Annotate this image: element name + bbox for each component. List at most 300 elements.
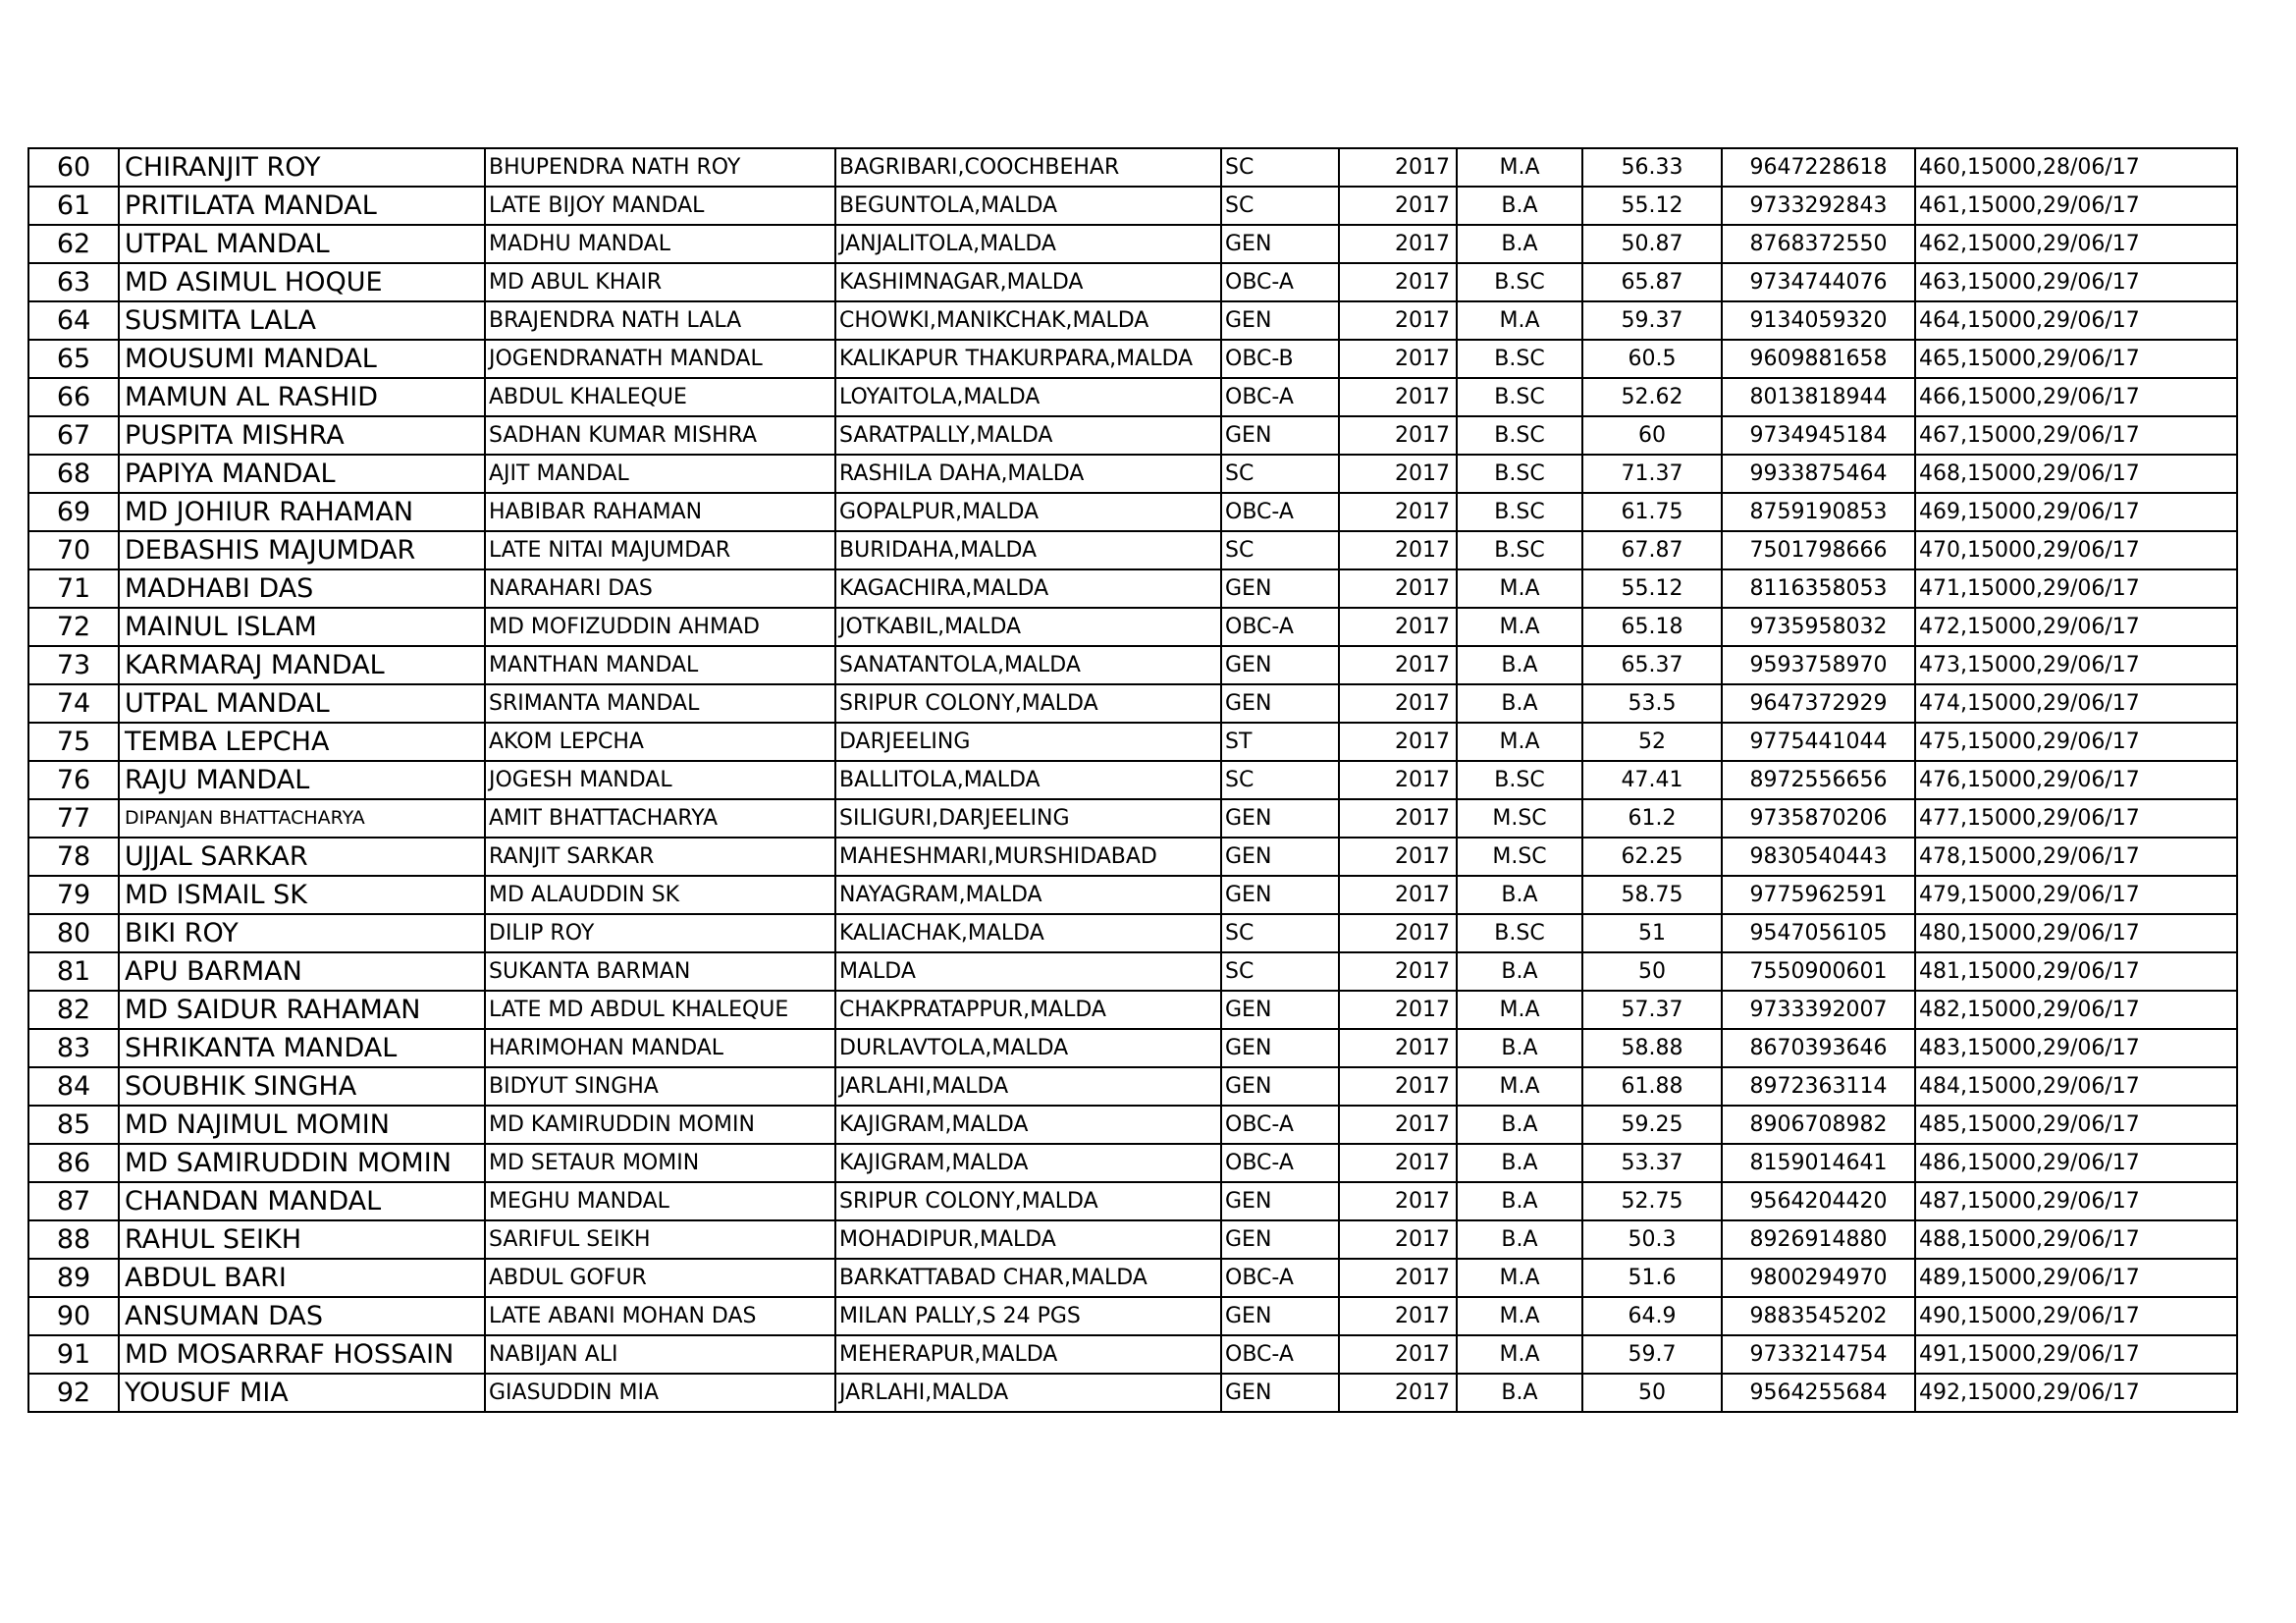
qualification-cell: B.SC (1457, 416, 1582, 455)
fee-receipt-cell: 469,15000,29/06/17 (1915, 493, 2237, 531)
table-row (28, 646, 2237, 684)
phone-number-cell: 9830540443 (1722, 838, 1915, 876)
address-cell: SARATPALLY,MALDA (835, 416, 1221, 455)
fee-receipt-cell: 490,15000,29/06/17 (1915, 1297, 2237, 1335)
year-cell: 2017 (1339, 301, 1457, 340)
address-cell: JARLAHI,MALDA (835, 1067, 1221, 1106)
qualification-cell: B.SC (1457, 531, 1582, 569)
qualification-cell: M.A (1457, 723, 1582, 761)
address-cell: BEGUNTOLA,MALDA (835, 187, 1221, 225)
serial-number-cell: 81 (28, 952, 119, 991)
phone-number-cell: 9800294970 (1722, 1259, 1915, 1297)
category-cell: SC (1221, 531, 1339, 569)
serial-number-cell: 87 (28, 1182, 119, 1220)
marks-cell: 62.25 (1582, 838, 1722, 876)
year-cell: 2017 (1339, 531, 1457, 569)
table-row (28, 225, 2237, 263)
marks-cell: 59.37 (1582, 301, 1722, 340)
year-cell: 2017 (1339, 378, 1457, 416)
address-cell: CHOWKI,MANIKCHAK,MALDA (835, 301, 1221, 340)
phone-number-cell: 9733292843 (1722, 187, 1915, 225)
marks-cell: 59.25 (1582, 1106, 1722, 1144)
category-cell: GEN (1221, 1182, 1339, 1220)
father-name-cell: MD MOFIZUDDIN AHMAD (485, 608, 835, 646)
serial-number-cell: 62 (28, 225, 119, 263)
candidate-name-cell: RAHUL SEIKH (119, 1220, 485, 1259)
marks-cell: 57.37 (1582, 991, 1722, 1029)
marks-cell: 50.87 (1582, 225, 1722, 263)
marks-cell: 51 (1582, 914, 1722, 952)
marks-cell: 50 (1582, 1374, 1722, 1412)
candidate-name-cell: MADHABI DAS (119, 569, 485, 608)
marks-cell: 67.87 (1582, 531, 1722, 569)
serial-number-cell: 76 (28, 761, 119, 799)
year-cell: 2017 (1339, 1029, 1457, 1067)
candidate-name-cell: MD ASIMUL HOQUE (119, 263, 485, 301)
fee-receipt-cell: 478,15000,29/06/17 (1915, 838, 2237, 876)
table-row (28, 838, 2237, 876)
year-cell: 2017 (1339, 876, 1457, 914)
fee-receipt-cell: 467,15000,29/06/17 (1915, 416, 2237, 455)
table-row (28, 684, 2237, 723)
qualification-cell: B.A (1457, 1029, 1582, 1067)
category-cell: GEN (1221, 646, 1339, 684)
marks-cell: 61.88 (1582, 1067, 1722, 1106)
qualification-cell: B.A (1457, 684, 1582, 723)
fee-receipt-cell: 480,15000,29/06/17 (1915, 914, 2237, 952)
table-row (28, 1297, 2237, 1335)
qualification-cell: M.SC (1457, 799, 1582, 838)
year-cell: 2017 (1339, 723, 1457, 761)
table-row (28, 187, 2237, 225)
phone-number-cell: 9735870206 (1722, 799, 1915, 838)
year-cell: 2017 (1339, 991, 1457, 1029)
table-row (28, 952, 2237, 991)
serial-number-cell: 74 (28, 684, 119, 723)
phone-number-cell: 8906708982 (1722, 1106, 1915, 1144)
marks-cell: 71.37 (1582, 455, 1722, 493)
father-name-cell: MD SETAUR MOMIN (485, 1144, 835, 1182)
table-row (28, 416, 2237, 455)
fee-receipt-cell: 461,15000,29/06/17 (1915, 187, 2237, 225)
fee-receipt-cell: 471,15000,29/06/17 (1915, 569, 2237, 608)
father-name-cell: DILIP ROY (485, 914, 835, 952)
table-row (28, 914, 2237, 952)
address-cell: LOYAITOLA,MALDA (835, 378, 1221, 416)
phone-number-cell: 8768372550 (1722, 225, 1915, 263)
address-cell: MALDA (835, 952, 1221, 991)
category-cell: GEN (1221, 1067, 1339, 1106)
serial-number-cell: 83 (28, 1029, 119, 1067)
marks-cell: 50.3 (1582, 1220, 1722, 1259)
father-name-cell: NABIJAN ALI (485, 1335, 835, 1374)
year-cell: 2017 (1339, 493, 1457, 531)
address-cell: KASHIMNAGAR,MALDA (835, 263, 1221, 301)
year-cell: 2017 (1339, 646, 1457, 684)
fee-receipt-cell: 470,15000,29/06/17 (1915, 531, 2237, 569)
serial-number-cell: 86 (28, 1144, 119, 1182)
table-row (28, 876, 2237, 914)
qualification-cell: B.SC (1457, 914, 1582, 952)
category-cell: OBC-A (1221, 493, 1339, 531)
candidate-name-cell: PRITILATA MANDAL (119, 187, 485, 225)
address-cell: RASHILA DAHA,MALDA (835, 455, 1221, 493)
category-cell: OBC-B (1221, 340, 1339, 378)
father-name-cell: BRAJENDRA NATH LALA (485, 301, 835, 340)
candidate-name-cell: MD NAJIMUL MOMIN (119, 1106, 485, 1144)
phone-number-cell: 9609881658 (1722, 340, 1915, 378)
candidate-name-cell: CHANDAN MANDAL (119, 1182, 485, 1220)
year-cell: 2017 (1339, 1374, 1457, 1412)
address-cell: KAJIGRAM,MALDA (835, 1106, 1221, 1144)
year-cell: 2017 (1339, 684, 1457, 723)
table-row (28, 378, 2237, 416)
address-cell: MAHESHMARI,MURSHIDABAD (835, 838, 1221, 876)
serial-number-cell: 65 (28, 340, 119, 378)
fee-receipt-cell: 488,15000,29/06/17 (1915, 1220, 2237, 1259)
serial-number-cell: 79 (28, 876, 119, 914)
qualification-cell: M.A (1457, 1297, 1582, 1335)
phone-number-cell: 9547056105 (1722, 914, 1915, 952)
qualification-cell: B.SC (1457, 340, 1582, 378)
qualification-cell: B.A (1457, 1182, 1582, 1220)
marks-cell: 52.62 (1582, 378, 1722, 416)
candidate-name-cell: SOUBHIK SINGHA (119, 1067, 485, 1106)
marks-cell: 60.5 (1582, 340, 1722, 378)
serial-number-cell: 84 (28, 1067, 119, 1106)
table-row (28, 148, 2237, 187)
serial-number-cell: 66 (28, 378, 119, 416)
address-cell: JOTKABIL,MALDA (835, 608, 1221, 646)
year-cell: 2017 (1339, 225, 1457, 263)
category-cell: SC (1221, 761, 1339, 799)
phone-number-cell: 9734945184 (1722, 416, 1915, 455)
year-cell: 2017 (1339, 761, 1457, 799)
marks-cell: 56.33 (1582, 148, 1722, 187)
father-name-cell: NARAHARI DAS (485, 569, 835, 608)
category-cell: OBC-A (1221, 1259, 1339, 1297)
fee-receipt-cell: 460,15000,28/06/17 (1915, 148, 2237, 187)
father-name-cell: HABIBAR RAHAMAN (485, 493, 835, 531)
qualification-cell: M.A (1457, 1067, 1582, 1106)
qualification-cell: M.A (1457, 1259, 1582, 1297)
candidate-name-cell: MD SAMIRUDDIN MOMIN (119, 1144, 485, 1182)
father-name-cell: LATE BIJOY MANDAL (485, 187, 835, 225)
category-cell: GEN (1221, 225, 1339, 263)
table-row (28, 608, 2237, 646)
category-cell: GEN (1221, 1297, 1339, 1335)
table-row (28, 263, 2237, 301)
address-cell: MEHERAPUR,MALDA (835, 1335, 1221, 1374)
serial-number-cell: 82 (28, 991, 119, 1029)
fee-receipt-cell: 473,15000,29/06/17 (1915, 646, 2237, 684)
candidate-name-cell: MD JOHIUR RAHAMAN (119, 493, 485, 531)
marks-cell: 55.12 (1582, 187, 1722, 225)
qualification-cell: M.A (1457, 569, 1582, 608)
address-cell: SANATANTOLA,MALDA (835, 646, 1221, 684)
table-row (28, 1259, 2237, 1297)
table-row (28, 340, 2237, 378)
category-cell: GEN (1221, 301, 1339, 340)
candidate-name-cell: SUSMITA LALA (119, 301, 485, 340)
qualification-cell: B.SC (1457, 455, 1582, 493)
serial-number-cell: 63 (28, 263, 119, 301)
fee-receipt-cell: 492,15000,29/06/17 (1915, 1374, 2237, 1412)
serial-number-cell: 70 (28, 531, 119, 569)
phone-number-cell: 9647228618 (1722, 148, 1915, 187)
phone-number-cell: 8670393646 (1722, 1029, 1915, 1067)
category-cell: OBC-A (1221, 1335, 1339, 1374)
table-row (28, 723, 2237, 761)
address-cell: DARJEELING (835, 723, 1221, 761)
fee-receipt-cell: 487,15000,29/06/17 (1915, 1182, 2237, 1220)
qualification-cell: B.SC (1457, 378, 1582, 416)
serial-number-cell: 89 (28, 1259, 119, 1297)
year-cell: 2017 (1339, 340, 1457, 378)
qualification-cell: B.A (1457, 1144, 1582, 1182)
father-name-cell: SARIFUL SEIKH (485, 1220, 835, 1259)
address-cell: DURLAVTOLA,MALDA (835, 1029, 1221, 1067)
category-cell: SC (1221, 914, 1339, 952)
serial-number-cell: 75 (28, 723, 119, 761)
phone-number-cell: 9593758970 (1722, 646, 1915, 684)
category-cell: OBC-A (1221, 608, 1339, 646)
father-name-cell: MD ALAUDDIN SK (485, 876, 835, 914)
year-cell: 2017 (1339, 1335, 1457, 1374)
year-cell: 2017 (1339, 799, 1457, 838)
qualification-cell: B.SC (1457, 761, 1582, 799)
year-cell: 2017 (1339, 1144, 1457, 1182)
address-cell: CHAKPRATAPPUR,MALDA (835, 991, 1221, 1029)
phone-number-cell: 8759190853 (1722, 493, 1915, 531)
father-name-cell: JOGESH MANDAL (485, 761, 835, 799)
father-name-cell: GIASUDDIN MIA (485, 1374, 835, 1412)
fee-receipt-cell: 489,15000,29/06/17 (1915, 1259, 2237, 1297)
serial-number-cell: 71 (28, 569, 119, 608)
category-cell: GEN (1221, 991, 1339, 1029)
fee-receipt-cell: 472,15000,29/06/17 (1915, 608, 2237, 646)
serial-number-cell: 64 (28, 301, 119, 340)
candidate-name-cell: APU BARMAN (119, 952, 485, 991)
category-cell: SC (1221, 455, 1339, 493)
table-row (28, 1220, 2237, 1259)
phone-number-cell: 8972556656 (1722, 761, 1915, 799)
father-name-cell: MADHU MANDAL (485, 225, 835, 263)
father-name-cell: MD ABUL KHAIR (485, 263, 835, 301)
category-cell: GEN (1221, 1029, 1339, 1067)
father-name-cell: MD KAMIRUDDIN MOMIN (485, 1106, 835, 1144)
qualification-cell: B.A (1457, 187, 1582, 225)
father-name-cell: LATE ABANI MOHAN DAS (485, 1297, 835, 1335)
category-cell: GEN (1221, 838, 1339, 876)
address-cell: BALLITOLA,MALDA (835, 761, 1221, 799)
table-row (28, 455, 2237, 493)
phone-number-cell: 8116358053 (1722, 569, 1915, 608)
year-cell: 2017 (1339, 952, 1457, 991)
table-row (28, 301, 2237, 340)
category-cell: OBC-A (1221, 263, 1339, 301)
address-cell: KALIACHAK,MALDA (835, 914, 1221, 952)
candidate-table (27, 147, 2238, 1413)
marks-cell: 53.5 (1582, 684, 1722, 723)
address-cell: KAGACHIRA,MALDA (835, 569, 1221, 608)
phone-number-cell: 9933875464 (1722, 455, 1915, 493)
candidate-name-cell: MD SAIDUR RAHAMAN (119, 991, 485, 1029)
marks-cell: 65.87 (1582, 263, 1722, 301)
phone-number-cell: 9775441044 (1722, 723, 1915, 761)
fee-receipt-cell: 468,15000,29/06/17 (1915, 455, 2237, 493)
father-name-cell: SRIMANTA MANDAL (485, 684, 835, 723)
marks-cell: 60 (1582, 416, 1722, 455)
category-cell: OBC-A (1221, 378, 1339, 416)
category-cell: ST (1221, 723, 1339, 761)
year-cell: 2017 (1339, 263, 1457, 301)
marks-cell: 55.12 (1582, 569, 1722, 608)
fee-receipt-cell: 466,15000,29/06/17 (1915, 378, 2237, 416)
qualification-cell: B.A (1457, 646, 1582, 684)
year-cell: 2017 (1339, 608, 1457, 646)
candidate-name-cell: UJJAL SARKAR (119, 838, 485, 876)
father-name-cell: LATE NITAI MAJUMDAR (485, 531, 835, 569)
fee-receipt-cell: 462,15000,29/06/17 (1915, 225, 2237, 263)
fee-receipt-cell: 477,15000,29/06/17 (1915, 799, 2237, 838)
address-cell: KAJIGRAM,MALDA (835, 1144, 1221, 1182)
fee-receipt-cell: 464,15000,29/06/17 (1915, 301, 2237, 340)
qualification-cell: M.SC (1457, 838, 1582, 876)
serial-number-cell: 60 (28, 148, 119, 187)
serial-number-cell: 90 (28, 1297, 119, 1335)
fee-receipt-cell: 479,15000,29/06/17 (1915, 876, 2237, 914)
category-cell: SC (1221, 148, 1339, 187)
category-cell: GEN (1221, 1374, 1339, 1412)
category-cell: GEN (1221, 684, 1339, 723)
year-cell: 2017 (1339, 416, 1457, 455)
table-row (28, 1029, 2237, 1067)
address-cell: BARKATTABAD CHAR,MALDA (835, 1259, 1221, 1297)
qualification-cell: B.SC (1457, 493, 1582, 531)
candidate-name-cell: ANSUMAN DAS (119, 1297, 485, 1335)
phone-number-cell: 8159014641 (1722, 1144, 1915, 1182)
table-row (28, 1182, 2237, 1220)
year-cell: 2017 (1339, 455, 1457, 493)
qualification-cell: M.A (1457, 1335, 1582, 1374)
table-row (28, 493, 2237, 531)
father-name-cell: MANTHAN MANDAL (485, 646, 835, 684)
phone-number-cell: 7501798666 (1722, 531, 1915, 569)
address-cell: GOPALPUR,MALDA (835, 493, 1221, 531)
father-name-cell: MEGHU MANDAL (485, 1182, 835, 1220)
phone-number-cell: 9883545202 (1722, 1297, 1915, 1335)
table-row (28, 1335, 2237, 1374)
table-row (28, 1374, 2237, 1412)
table-row (28, 1144, 2237, 1182)
phone-number-cell: 8972363114 (1722, 1067, 1915, 1106)
fee-receipt-cell: 476,15000,29/06/17 (1915, 761, 2237, 799)
fee-receipt-cell: 486,15000,29/06/17 (1915, 1144, 2237, 1182)
qualification-cell: B.A (1457, 952, 1582, 991)
serial-number-cell: 61 (28, 187, 119, 225)
father-name-cell: BIDYUT SINGHA (485, 1067, 835, 1106)
table-row (28, 761, 2237, 799)
address-cell: BAGRIBARI,COOCHBEHAR (835, 148, 1221, 187)
candidate-name-cell: MOUSUMI MANDAL (119, 340, 485, 378)
candidate-name-cell: KARMARAJ MANDAL (119, 646, 485, 684)
table-row (28, 1067, 2237, 1106)
phone-number-cell: 9647372929 (1722, 684, 1915, 723)
serial-number-cell: 73 (28, 646, 119, 684)
marks-cell: 61.2 (1582, 799, 1722, 838)
serial-number-cell: 77 (28, 799, 119, 838)
phone-number-cell: 8926914880 (1722, 1220, 1915, 1259)
category-cell: SC (1221, 187, 1339, 225)
candidate-name-cell: MAMUN AL RASHID (119, 378, 485, 416)
serial-number-cell: 67 (28, 416, 119, 455)
father-name-cell: JOGENDRANATH MANDAL (485, 340, 835, 378)
year-cell: 2017 (1339, 1106, 1457, 1144)
serial-number-cell: 91 (28, 1335, 119, 1374)
marks-cell: 61.75 (1582, 493, 1722, 531)
candidate-name-cell: DEBASHIS MAJUMDAR (119, 531, 485, 569)
address-cell: BURIDAHA,MALDA (835, 531, 1221, 569)
category-cell: GEN (1221, 569, 1339, 608)
fee-receipt-cell: 465,15000,29/06/17 (1915, 340, 2237, 378)
year-cell: 2017 (1339, 1220, 1457, 1259)
candidate-name-cell: CHIRANJIT ROY (119, 148, 485, 187)
address-cell: NAYAGRAM,MALDA (835, 876, 1221, 914)
father-name-cell: SADHAN KUMAR MISHRA (485, 416, 835, 455)
marks-cell: 53.37 (1582, 1144, 1722, 1182)
year-cell: 2017 (1339, 1259, 1457, 1297)
year-cell: 2017 (1339, 1297, 1457, 1335)
category-cell: GEN (1221, 876, 1339, 914)
qualification-cell: M.A (1457, 991, 1582, 1029)
qualification-cell: B.A (1457, 1374, 1582, 1412)
marks-cell: 50 (1582, 952, 1722, 991)
table-row (28, 799, 2237, 838)
qualification-cell: B.A (1457, 1220, 1582, 1259)
father-name-cell: HARIMOHAN MANDAL (485, 1029, 835, 1067)
serial-number-cell: 69 (28, 493, 119, 531)
father-name-cell: AKOM LEPCHA (485, 723, 835, 761)
phone-number-cell: 9735958032 (1722, 608, 1915, 646)
category-cell: GEN (1221, 799, 1339, 838)
candidate-name-cell: YOUSUF MIA (119, 1374, 485, 1412)
table-row (28, 991, 2237, 1029)
father-name-cell: AMIT BHATTACHARYA (485, 799, 835, 838)
qualification-cell: B.A (1457, 1106, 1582, 1144)
year-cell: 2017 (1339, 187, 1457, 225)
father-name-cell: LATE MD ABDUL KHALEQUE (485, 991, 835, 1029)
father-name-cell: BHUPENDRA NATH ROY (485, 148, 835, 187)
category-cell: SC (1221, 952, 1339, 991)
serial-number-cell: 72 (28, 608, 119, 646)
father-name-cell: RANJIT SARKAR (485, 838, 835, 876)
address-cell: MOHADIPUR,MALDA (835, 1220, 1221, 1259)
candidate-name-cell: UTPAL MANDAL (119, 225, 485, 263)
address-cell: MILAN PALLY,S 24 PGS (835, 1297, 1221, 1335)
serial-number-cell: 92 (28, 1374, 119, 1412)
year-cell: 2017 (1339, 838, 1457, 876)
qualification-cell: B.A (1457, 225, 1582, 263)
candidate-name-cell: MD MOSARRAF HOSSAIN (119, 1335, 485, 1374)
candidate-name-cell: PAPIYA MANDAL (119, 455, 485, 493)
candidate-name-cell: DIPANJAN BHATTACHARYA (119, 799, 485, 838)
serial-number-cell: 78 (28, 838, 119, 876)
address-cell: KALIKAPUR THAKURPARA,MALDA (835, 340, 1221, 378)
marks-cell: 65.18 (1582, 608, 1722, 646)
serial-number-cell: 85 (28, 1106, 119, 1144)
year-cell: 2017 (1339, 148, 1457, 187)
